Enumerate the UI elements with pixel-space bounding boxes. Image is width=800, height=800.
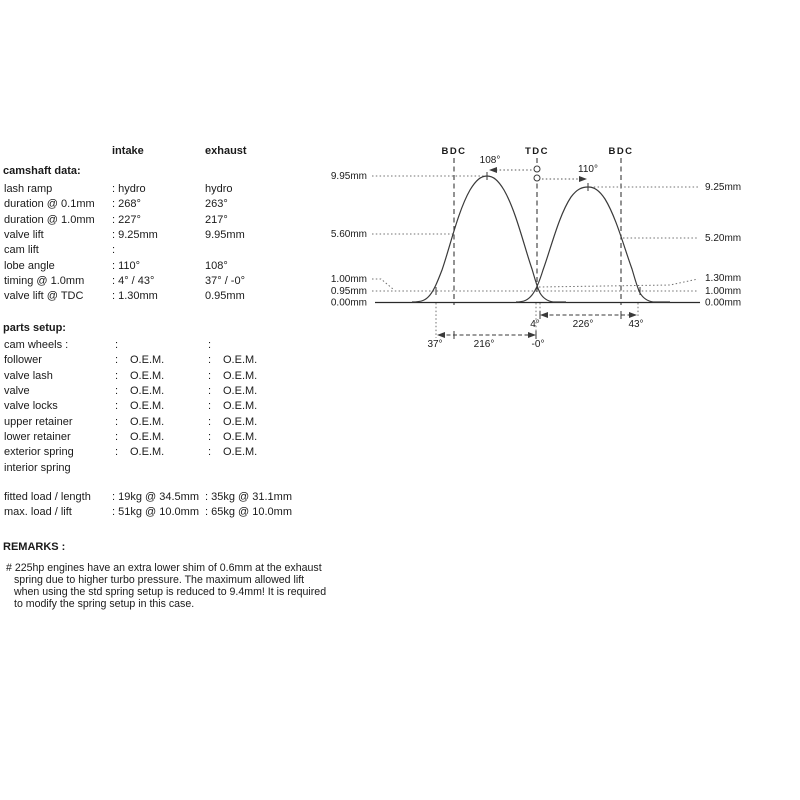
row-label: cam lift — [4, 244, 39, 257]
exhaust-value: 0.95mm — [205, 290, 245, 303]
exhaust-span-label: 216° — [473, 339, 495, 350]
camshaft-section-title: camshaft data: — [3, 165, 81, 177]
intake-colon: : — [115, 415, 119, 428]
exhaust-column-header: exhaust — [205, 145, 247, 157]
parts-setup-table — [4, 338, 345, 476]
intake-value: O.E.M. — [130, 415, 165, 428]
remarks-text — [6, 562, 326, 611]
left-1mm-guide — [372, 279, 393, 289]
remark-line: # 225hp engines have an extra lower shim of 0.6mm at the exhaust — [6, 562, 322, 574]
row-label: valve lash — [4, 369, 53, 382]
table-row — [4, 384, 345, 399]
intake-column-header: intake — [112, 145, 144, 157]
exhaust-colon: : — [208, 400, 212, 413]
intake-lift-curve — [516, 187, 670, 302]
exhaust-value: 217° — [205, 213, 228, 226]
intake-colon: : — [115, 354, 119, 367]
row-label: follower — [4, 354, 42, 367]
exhaust-lobe-angle-label: 108° — [479, 155, 501, 166]
exhaust-colon: : — [208, 415, 212, 428]
exhaust-value: 108° — [205, 259, 228, 272]
exhaust-value: O.E.M. — [223, 400, 258, 413]
exhaust-colon: : — [208, 354, 212, 367]
intake-value: O.E.M. — [130, 369, 165, 382]
table-row — [4, 338, 345, 353]
remark-line: spring due to higher turbo pressure. The maximum allowed lift — [14, 574, 305, 587]
exhaust-value: O.E.M. — [223, 354, 258, 367]
exhaust-value: 9.95mm — [205, 229, 245, 242]
remark-line: to modify the spring setup in this case. — [14, 598, 195, 611]
axis-label: 9.25mm — [705, 182, 742, 193]
tdc-label: TDC — [524, 146, 550, 157]
row-label: valve lift — [4, 229, 44, 242]
lobe-angle-arrows — [489, 166, 587, 182]
intake-span-label: 226° — [572, 319, 594, 330]
table-row — [4, 243, 345, 258]
exhaust-open-label: 37° — [427, 339, 443, 350]
row-label: timing @ 1.0mm — [4, 275, 85, 288]
exhaust-colon: : — [208, 431, 212, 444]
intake-value: : 268° — [112, 198, 141, 211]
intake-colon: : — [115, 339, 119, 351]
dotted-guide-lines — [372, 176, 698, 338]
intake-colon: : — [115, 446, 119, 459]
axis-label: 1.30mm — [705, 273, 742, 284]
table-row — [4, 461, 345, 476]
exhaust-value: O.E.M. — [223, 431, 258, 444]
row-label: exterior spring — [4, 446, 74, 459]
arrow-left-icon — [489, 167, 497, 173]
axis-label: 1.00mm — [705, 286, 742, 297]
exhaust-close-label: -0° — [531, 339, 545, 350]
right-1p3mm-guide — [539, 279, 698, 287]
table-row — [4, 505, 345, 520]
exhaust-colon: : — [208, 385, 212, 398]
row-label: lobe angle — [4, 259, 55, 272]
exhaust-value: : 65kg @ 10.0mm — [205, 506, 292, 519]
table-row — [4, 369, 345, 384]
exhaust-lift-curve — [412, 176, 566, 302]
table-row — [4, 399, 345, 414]
intake-value: : 110° — [112, 259, 141, 272]
exhaust-colon: : — [208, 446, 212, 459]
table-row — [4, 445, 345, 460]
table-row — [4, 197, 345, 212]
exhaust-value: O.E.M. — [223, 415, 258, 428]
table-row — [4, 353, 345, 368]
remarks-title: REMARKS : — [3, 541, 66, 553]
cross-ticks — [436, 172, 640, 295]
intake-colon: : — [115, 400, 119, 413]
axis-label: 1.00mm — [330, 274, 367, 285]
intake-value: : — [112, 244, 116, 257]
bdc-right-label: BDC — [608, 146, 634, 157]
tdc-marker-circle-icon — [534, 166, 540, 172]
row-label: valve — [4, 385, 30, 398]
table-row — [4, 430, 345, 445]
exhaust-colon: : — [208, 339, 212, 351]
exhaust-colon: : — [208, 369, 212, 382]
table-row — [4, 213, 345, 228]
arrow-left-icon — [437, 332, 445, 338]
exhaust-value: O.E.M. — [223, 385, 258, 398]
intake-value: O.E.M. — [130, 385, 165, 398]
exhaust-value: hydro — [205, 183, 233, 195]
row-label: interior spring — [4, 461, 71, 474]
row-label: cam wheels : — [4, 339, 69, 351]
intake-lobe-angle-label: 110° — [578, 164, 598, 175]
intake-value: O.E.M. — [130, 446, 165, 459]
arrow-left-icon — [540, 312, 548, 318]
exhaust-value: 37° / -0° — [205, 275, 245, 288]
intake-value: : 4° / 43° — [112, 275, 155, 288]
exhaust-value: : 35kg @ 31.1mm — [205, 491, 292, 503]
row-label: fitted load / length — [4, 491, 91, 503]
table-row — [4, 415, 345, 430]
exhaust-value: O.E.M. — [223, 369, 258, 382]
table-row — [4, 289, 345, 304]
intake-colon: : — [115, 431, 119, 444]
row-label: lower retainer — [4, 431, 71, 444]
table-row — [4, 274, 345, 289]
right-axis-labels — [705, 182, 741, 309]
intake-open-label: 4° — [530, 319, 540, 330]
intake-close-label: 43° — [628, 319, 644, 330]
intake-value: : hydro — [112, 183, 146, 195]
intake-value: : 9.25mm — [112, 229, 158, 242]
row-label: lash ramp — [4, 183, 53, 195]
intake-value: O.E.M. — [130, 431, 165, 444]
cam-timing-diagram — [330, 140, 750, 355]
left-axis-labels — [331, 171, 367, 309]
intake-colon: : — [115, 369, 119, 382]
axis-label: 0.00mm — [330, 297, 367, 309]
arrow-right-icon — [528, 332, 536, 338]
axis-label: 5.20mm — [705, 233, 742, 244]
intake-value: : 227° — [112, 213, 141, 226]
table-row — [4, 490, 345, 505]
parts-section-title: parts setup: — [3, 322, 66, 334]
remark-line: when using the std spring setup is reduced to 9.4mm! It is required — [14, 586, 327, 599]
axis-label: 0.95mm — [330, 286, 367, 297]
intake-value: : 51kg @ 10.0mm — [112, 506, 199, 519]
table-row — [4, 182, 345, 197]
intake-value: : 1.30mm — [112, 290, 158, 303]
axis-label: 0.00mm — [705, 297, 742, 309]
axis-label: 5.60mm — [330, 229, 367, 240]
exhaust-value: 263° — [205, 198, 228, 211]
row-label: max. load / lift — [4, 506, 72, 519]
intake-value: O.E.M. — [130, 400, 165, 413]
bdc-left-label: BDC — [441, 146, 467, 157]
row-label: valve lift @ TDC — [4, 290, 84, 303]
intake-value: O.E.M. — [130, 354, 165, 367]
tdc-marker-circle-icon — [534, 175, 540, 181]
exhaust-value: O.E.M. — [223, 446, 258, 459]
row-label: duration @ 1.0mm — [4, 213, 95, 226]
exhaust-value — [205, 243, 345, 258]
row-label: duration @ 0.1mm — [4, 198, 95, 211]
arrow-right-icon — [629, 312, 637, 318]
table-row — [4, 259, 345, 274]
camshaft-data-table — [4, 182, 345, 305]
table-row — [4, 228, 345, 243]
row-label: valve locks — [4, 400, 58, 413]
axis-label: 9.95mm — [330, 171, 367, 182]
row-label: upper retainer — [4, 415, 73, 428]
intake-colon: : — [115, 385, 119, 398]
intake-value: : 19kg @ 34.5mm — [112, 491, 199, 503]
arrow-right-icon — [579, 176, 587, 182]
spring-load-table — [4, 490, 345, 521]
